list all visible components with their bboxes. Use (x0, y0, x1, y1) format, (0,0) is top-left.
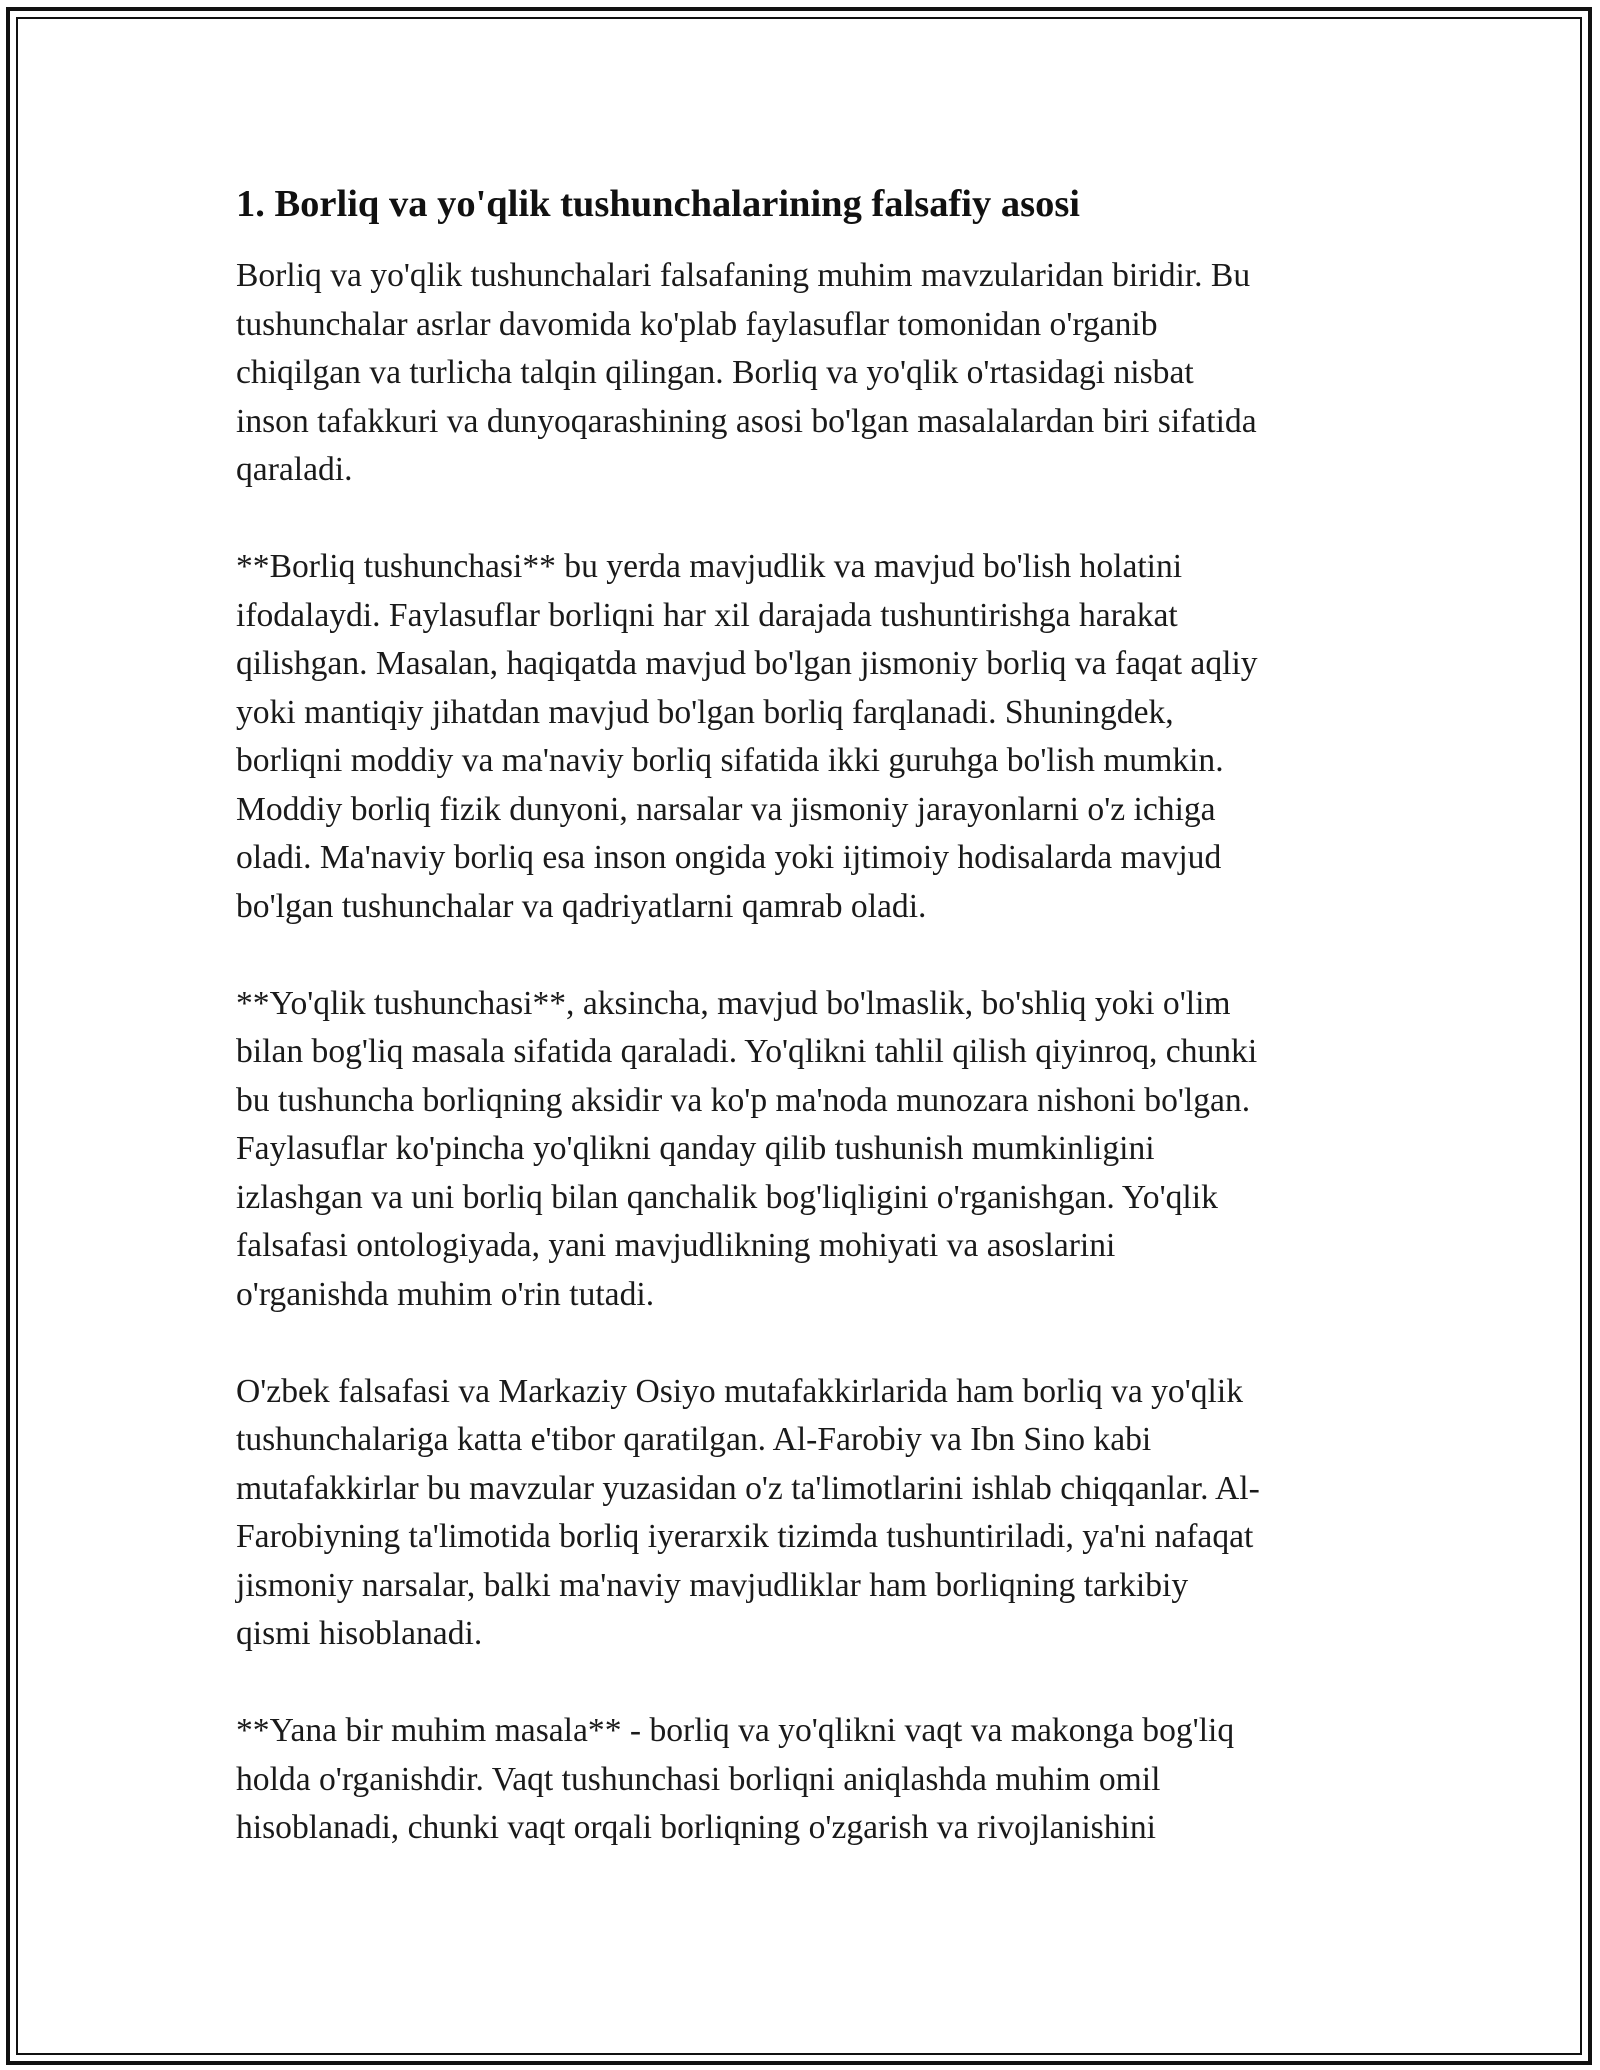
text-line: chiqilgan va turlicha talqin qilingan. Borliq va yo'qlik o'rtasidagi nisbat (236, 354, 1194, 391)
text-line: borliqni moddiy va ma'naviy borliq sifatida ikki guruhga bo'lish mumkin. (236, 742, 1224, 779)
text-line: oladi. Ma'naviy borliq esa inson ongida yoki ijtimoiy hodisalarda mavjud (236, 839, 1222, 876)
text-line: ifodalaydi. Faylasuflar borliqni har xil darajada tushuntirishga harakat (236, 596, 1178, 634)
text-line: Faylasuflar ko'pincha yo'qlikni qanday qilib tushunish mumkinligini (236, 1130, 1155, 1167)
text-line: qismi hisoblanadi. (236, 1615, 483, 1652)
text-line: izlashgan va uni borliq bilan qanchalik bog'liqligini o'rganishgan. Yo'qlik (236, 1178, 1218, 1216)
text-line: holda o'rganishdir. Vaqt tushunchasi borliqni aniqlashda muhim omil (236, 1760, 1161, 1798)
text-line: yoki mantiqiy jihatdan mavjud bo'lgan borliq farqlanadi. Shuningdek, (236, 693, 1174, 731)
text-line: Borliq va yo'qlik tushunchalari falsafaning muhim mavzularidan biridir. Bu (236, 257, 1251, 294)
text-line: bilan bog'liq masala sifatida qaraladi. Yo'qlikni tahlil qilish qiyinroq, chunki (236, 1033, 1258, 1070)
text-line: hisoblanadi, chunki vaqt orqali borliqning o'zgarish va rivojlanishini (236, 1809, 1156, 1846)
paragraph-4 (236, 1368, 1381, 1659)
text-line: mutafakkirlar bu mavzular yuzasidan o'z ta'limotlarini ishlab chiqqanlar. Al- (236, 1469, 1260, 1507)
text-line: Farobiyning ta'limotida borliq iyerarxik tizimda tushuntiriladi, ya'ni nafaqat (236, 1518, 1254, 1555)
paragraph-5 (236, 1707, 1381, 1853)
text-line: tushunchalariga katta e'tibor qaratilgan. Al-Farobiy va Ibn Sino kabi (236, 1421, 1152, 1458)
text-line: bo'lgan tushunchalar va qadriyatlarni qamrab oladi. (236, 887, 927, 925)
text-line: qilishgan. Masalan, haqiqatda mavjud bo'lgan jismoniy borliq va faqat aqliy (236, 645, 1258, 682)
text-line: Moddiy borliq fizik dunyoni, narsalar va jismoniy jarayonlarni o'z ichiga (236, 790, 1216, 828)
text-line: jismoniy narsalar, balki ma'naviy mavjudliklar ham borliqning tarkibiy (236, 1566, 1189, 1604)
text-line: tushunchalar asrlar davomida ko'plab faylasuflar tomonidan o'rganib (236, 305, 1158, 343)
text-line: qaraladi. (236, 451, 353, 488)
section-heading: 1. Borliq va yo'qlik tushunchalarining falsafiy asosi (236, 183, 1080, 225)
text-line: **Yana bir muhim masala** - borliq va yo'qlikni vaqt va makonga bog'liq (236, 1712, 1235, 1749)
text-line: **Borliq tushunchasi** bu yerda mavjudlik va mavjud bo'lish holatini (236, 548, 1183, 585)
text-line: **Yo'qlik tushunchasi**, aksincha, mavjud bo'lmaslik, bo'shliq yoki o'lim (236, 984, 1231, 1022)
paragraph-3 (236, 980, 1381, 1320)
text-line: falsafasi ontologiyada, yani mavjudlikning mohiyati va asoslarini (236, 1227, 1116, 1264)
text-line: O'zbek falsafasi va Markaziy Osiyo mutafakkirlarida ham borliq va yo'qlik (236, 1372, 1243, 1410)
paragraph-2 (236, 543, 1381, 931)
document-body (236, 180, 1381, 1901)
text-line: bu tushuncha borliqning aksidir va ko'p ma'noda munozara nishoni bo'lgan. (236, 1081, 1251, 1119)
text-line: inson tafakkuri va dunyoqarashining asosi bo'lgan masalalardan biri sifatida (236, 402, 1257, 440)
paragraph-1 (236, 252, 1381, 495)
text-line: o'rganishda muhim o'rin tutadi. (236, 1275, 655, 1313)
